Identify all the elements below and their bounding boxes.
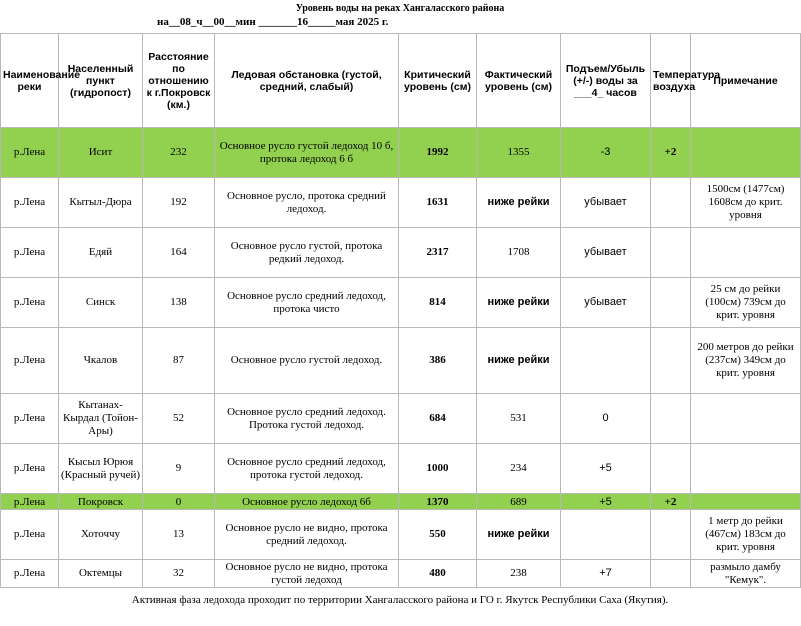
temperature-cell: [651, 278, 691, 328]
actual-level-cell: 238: [477, 560, 561, 588]
distance-cell: 0: [143, 494, 215, 510]
river-cell: р.Лена: [1, 560, 59, 588]
change-cell: [561, 510, 651, 560]
note-cell: [691, 394, 801, 444]
change-cell: 0: [561, 394, 651, 444]
river-cell: р.Лена: [1, 178, 59, 228]
distance-cell: 192: [143, 178, 215, 228]
table-row: [1, 510, 801, 560]
header-temperature: Температура воздуха: [651, 34, 691, 128]
header-change: Подъем/Убыль (+/-) воды за ___4_ часов: [561, 34, 651, 128]
post-cell: Едяй: [59, 228, 143, 278]
ice-cell: Основное русло средний ледоход. Протока густой ледоход.: [215, 394, 399, 444]
note-cell: [691, 444, 801, 494]
distance-cell: 32: [143, 560, 215, 588]
table-row: [1, 560, 801, 588]
note-cell: 25 см до рейки (100см) 739см до крит. уровня: [691, 278, 801, 328]
actual-level-cell: ниже рейки: [477, 510, 561, 560]
post-cell: Октемцы: [59, 560, 143, 588]
ice-cell: Основное русло густой, протока редкий ледоход.: [215, 228, 399, 278]
header-river: Наименование реки: [1, 34, 59, 128]
change-cell: убывает: [561, 178, 651, 228]
header-note: Примечание: [691, 34, 801, 128]
river-cell: р.Лена: [1, 394, 59, 444]
table-row: [1, 128, 801, 178]
river-cell: р.Лена: [1, 444, 59, 494]
temperature-cell: +2: [651, 128, 691, 178]
post-cell: Исит: [59, 128, 143, 178]
note-cell: размыло дамбу "Кемук".: [691, 560, 801, 588]
temperature-cell: [651, 444, 691, 494]
critical-level-cell: 1631: [399, 178, 477, 228]
critical-level-cell: 814: [399, 278, 477, 328]
distance-cell: 164: [143, 228, 215, 278]
river-cell: р.Лена: [1, 494, 59, 510]
actual-level-cell: 234: [477, 444, 561, 494]
ice-cell: Основное русло ледоход 6б: [215, 494, 399, 510]
distance-cell: 87: [143, 328, 215, 394]
river-cell: р.Лена: [1, 278, 59, 328]
distance-cell: 9: [143, 444, 215, 494]
actual-level-cell: 531: [477, 394, 561, 444]
actual-level-cell: 689: [477, 494, 561, 510]
distance-cell: 232: [143, 128, 215, 178]
actual-level-cell: ниже рейки: [477, 278, 561, 328]
ice-cell: Основное русло густой ледоход.: [215, 328, 399, 394]
critical-level-cell: 386: [399, 328, 477, 394]
ice-cell: Основное русло средний ледоход, протока густой ледоход.: [215, 444, 399, 494]
critical-level-cell: 1000: [399, 444, 477, 494]
ice-cell: Основное русло густой ледоход 10 б, протока ледоход 6 б: [215, 128, 399, 178]
actual-level-cell: ниже рейки: [477, 328, 561, 394]
header-distance: Расстояние по отношению к г.Покровск (км.): [143, 34, 215, 128]
ice-cell: Основное русло средний ледоход, протока чисто: [215, 278, 399, 328]
ice-cell: Основное русло не видно, протока средний ледоход.: [215, 510, 399, 560]
post-cell: Кытанах-Кырдал (Тойон-Ары): [59, 394, 143, 444]
header-post: Населенный пункт (гидропост): [59, 34, 143, 128]
table-row: [1, 444, 801, 494]
change-cell: +5: [561, 444, 651, 494]
table-body: [1, 128, 801, 588]
distance-cell: 13: [143, 510, 215, 560]
distance-cell: 52: [143, 394, 215, 444]
change-cell: убывает: [561, 278, 651, 328]
post-cell: Кытыл-Дюра: [59, 178, 143, 228]
post-cell: Синск: [59, 278, 143, 328]
temperature-cell: [651, 394, 691, 444]
temperature-cell: [651, 510, 691, 560]
temperature-cell: [651, 560, 691, 588]
change-cell: [561, 328, 651, 394]
footer-note: Активная фаза ледохода проходит по территории Хангаласского района и ГО г. Якутск Республики Саха (Якутия).: [131, 594, 669, 606]
temperature-cell: +2: [651, 494, 691, 510]
note-cell: [691, 128, 801, 178]
post-cell: Чкалов: [59, 328, 143, 394]
distance-cell: 138: [143, 278, 215, 328]
critical-level-cell: 480: [399, 560, 477, 588]
post-cell: Покровск: [59, 494, 143, 510]
change-cell: +7: [561, 560, 651, 588]
river-cell: р.Лена: [1, 510, 59, 560]
change-cell: убывает: [561, 228, 651, 278]
critical-level-cell: 550: [399, 510, 477, 560]
table-row: [1, 178, 801, 228]
change-cell: +5: [561, 494, 651, 510]
table-row: [1, 228, 801, 278]
temperature-cell: [651, 178, 691, 228]
critical-level-cell: 2317: [399, 228, 477, 278]
water-level-table: [0, 33, 801, 588]
report-date: на__08_ч__00__мин _______16_____мая 2025 г.: [157, 16, 389, 28]
actual-level-cell: 1708: [477, 228, 561, 278]
critical-level-cell: 684: [399, 394, 477, 444]
river-cell: р.Лена: [1, 328, 59, 394]
temperature-cell: [651, 228, 691, 278]
header-critical: Критический уровень (см): [399, 34, 477, 128]
ice-cell: Основное русло, протока средний ледоход.: [215, 178, 399, 228]
table-row: [1, 494, 801, 510]
note-cell: 1 метр до рейки (467см) 183см до крит. уровня: [691, 510, 801, 560]
river-cell: р.Лена: [1, 128, 59, 178]
header-ice: Ледовая обстановка (густой, средний, слабый): [215, 34, 399, 128]
table-row: [1, 328, 801, 394]
change-cell: -3: [561, 128, 651, 178]
post-cell: Хоточчу: [59, 510, 143, 560]
river-cell: р.Лена: [1, 228, 59, 278]
post-cell: Кысыл Юрюя (Красный ручей): [59, 444, 143, 494]
table-row: [1, 278, 801, 328]
actual-level-cell: 1355: [477, 128, 561, 178]
table-row: [1, 394, 801, 444]
actual-level-cell: ниже рейки: [477, 178, 561, 228]
critical-level-cell: 1370: [399, 494, 477, 510]
temperature-cell: [651, 328, 691, 394]
note-cell: 1500см (1477см) 1608см до крит. уровня: [691, 178, 801, 228]
ice-cell: Основное русло не видно, протока густой ледоход: [215, 560, 399, 588]
report-title: Уровень воды на реках Хангаласского района: [295, 3, 505, 14]
header-actual: Фактический уровень (см): [477, 34, 561, 128]
note-cell: [691, 228, 801, 278]
critical-level-cell: 1992: [399, 128, 477, 178]
note-cell: [691, 494, 801, 510]
note-cell: 200 метров до рейки (237см) 349см до крит. уровня: [691, 328, 801, 394]
header-row: [1, 34, 801, 128]
